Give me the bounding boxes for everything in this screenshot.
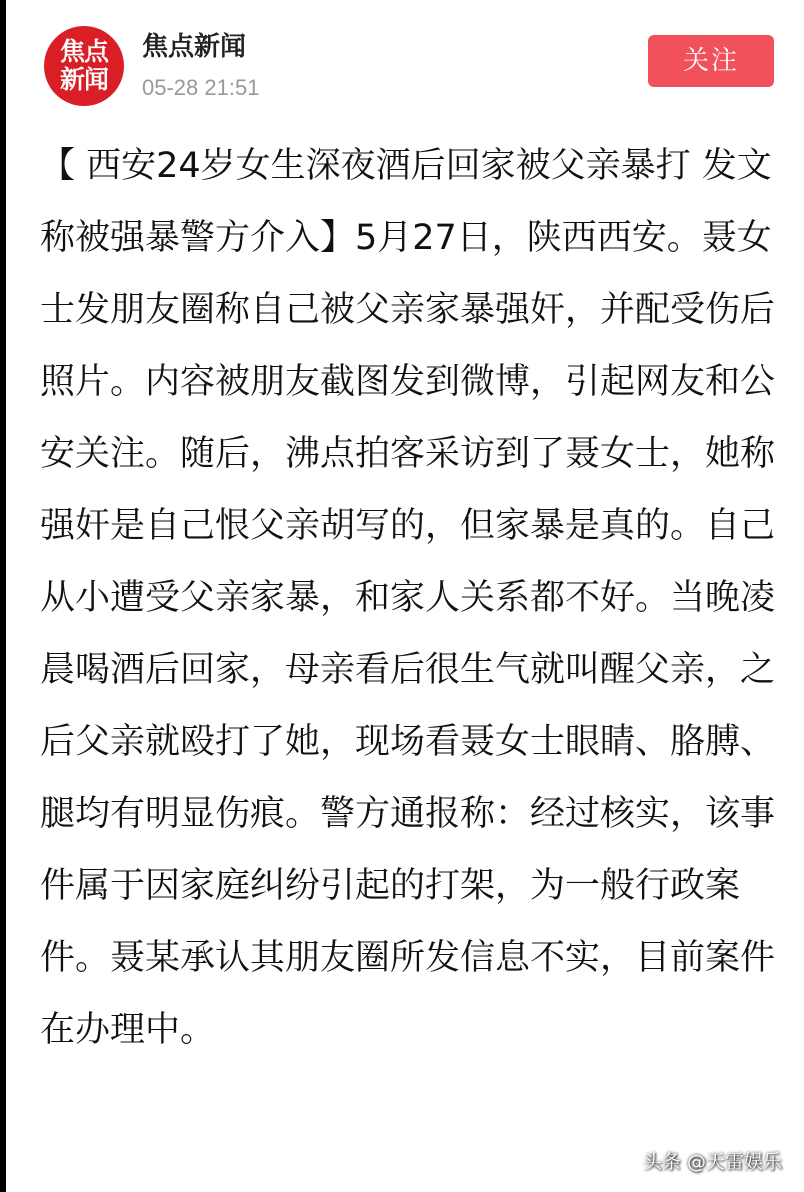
avatar-text-line2: 新闻 bbox=[59, 65, 108, 94]
source-name[interactable]: 焦点新闻 bbox=[142, 32, 247, 62]
article-body: 【 西安24岁女生深夜酒后回家被父亲暴打 发文称被强暴警方介入】5月27日，陕西西安。聂女士发朋友圈称自己被父亲家暴强奸，并配受伤后照片。内容被朋友截图发到微博，引起网友和公安关注。随后，沸点拍客采访到了聂女士，她称强奸是自己恨父亲胡写的，但家暴是真的。自己从小遭受父亲家暴，和家人关系都不好。当晚凌晨喝酒后回家，母亲看后很生气就叫醒父亲，之后父亲就殴打了她，现场看聂女士眼睛、胳膊、腿均有明显伤痕。警方通报称：经过核实，该事件属于因家庭纠纷引起的打架，为一般行政案件。聂某承认其朋友圈所发信息不实，目前案件在办理中。 bbox=[40, 146, 776, 1050]
avatar[interactable] bbox=[44, 26, 124, 106]
left-border bbox=[0, 0, 6, 1192]
follow-button[interactable]: 关注 bbox=[648, 35, 774, 87]
watermark: 头条 @天雷娱乐 bbox=[642, 1151, 782, 1173]
publish-timestamp: 05-28 21:51 bbox=[142, 75, 260, 100]
avatar-text-line1: 焦点 bbox=[59, 37, 108, 66]
